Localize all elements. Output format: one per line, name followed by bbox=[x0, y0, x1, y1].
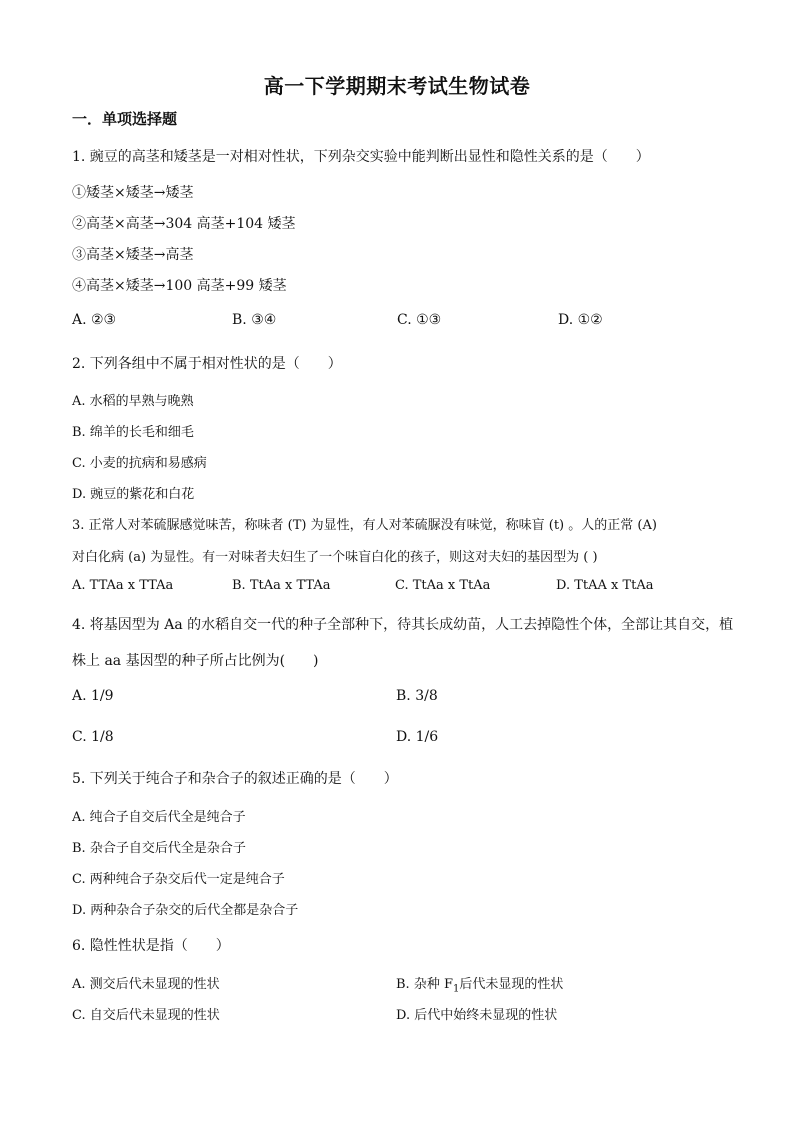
q3-stem-line-1: 3. 正常人对苯硫脲感觉味苦，称味者 (T) 为显性，有人对苯硫脲没有味觉，称味盲 (t) 。人的正常 (A) bbox=[72, 518, 657, 533]
q6-option-b-head: B. 杂种 F bbox=[396, 977, 453, 992]
q5-stem: 5. 下列关于纯合子和杂合子的叙述正确的是（ ） bbox=[72, 771, 398, 787]
q6-option-a[interactable]: A. 测交后代未显现的性状 bbox=[72, 977, 220, 992]
q5-option-a[interactable]: A. 纯合子自交后代全是纯合子 bbox=[72, 810, 246, 825]
q6-option-c[interactable]: C. 自交后代未显现的性状 bbox=[72, 1008, 220, 1023]
q4-option-c[interactable]: C. 1/8 bbox=[72, 729, 114, 745]
q6-option-d[interactable]: D. 后代中始终未显现的性状 bbox=[396, 1008, 558, 1023]
q3-option-d[interactable]: D. TtAA x TtAa bbox=[556, 578, 654, 593]
q1-item-2: ②高茎×高茎→304 高茎+104 矮茎 bbox=[72, 216, 296, 232]
q3-option-b[interactable]: B. TtAa x TTAa bbox=[232, 578, 331, 593]
q6-stem: 6. 隐性性状是指（ ） bbox=[72, 938, 230, 954]
q2-option-d[interactable]: D. 豌豆的紫花和白花 bbox=[72, 487, 195, 502]
q6-option-b-tail: 后代未显现的性状 bbox=[459, 977, 564, 992]
q6-option-b[interactable] bbox=[396, 973, 563, 995]
q1-item-4: ④高茎×矮茎→100 高茎+99 矮茎 bbox=[72, 278, 287, 294]
q1-option-a[interactable]: A. ②③ bbox=[72, 312, 117, 328]
q1-item-3: ③高茎×矮茎→高茎 bbox=[72, 247, 194, 263]
q1-item-1: ①矮茎×矮茎→矮茎 bbox=[72, 185, 194, 201]
q4-option-a[interactable]: A. 1/9 bbox=[72, 688, 114, 704]
section-heading: 一．单项选择题 bbox=[72, 110, 178, 128]
q1-stem: 1. 豌豆的高茎和矮茎是一对相对性状，下列杂交实验中能判断出显性和隐性关系的是（ ） bbox=[72, 149, 650, 165]
q2-option-c[interactable]: C. 小麦的抗病和易感病 bbox=[72, 456, 207, 471]
q4-option-b[interactable]: B. 3/8 bbox=[396, 688, 438, 704]
q3-option-a[interactable]: A. TTAa x TTAa bbox=[72, 578, 174, 593]
q1-option-c[interactable]: C. ①③ bbox=[397, 312, 442, 328]
q3-stem-line-2: 对白化病 (a) 为显性。有一对味者夫妇生了一个味盲白化的孩子，则这对夫妇的基因型为 ( ) bbox=[72, 550, 598, 565]
page-title: 高一下学期期末考试生物试卷 bbox=[263, 74, 531, 98]
q5-option-d[interactable]: D. 两种杂合子杂交的后代全都是杂合子 bbox=[72, 903, 299, 918]
q5-option-c[interactable]: C. 两种纯合子杂交后代一定是纯合子 bbox=[72, 872, 285, 887]
q2-option-a[interactable]: A. 水稻的早熟与晚熟 bbox=[72, 394, 194, 409]
q4-stem-line-2: 株上 aa 基因型的种子所占比例为( ) bbox=[72, 653, 319, 669]
q3-option-c[interactable]: C. TtAa x TtAa bbox=[395, 578, 491, 593]
q6-option-b-subscript: 1 bbox=[452, 983, 460, 995]
q1-option-b[interactable]: B. ③④ bbox=[232, 312, 277, 328]
q4-stem-line-1: 4. 将基因型为 Aa 的水稻自交一代的种子全部种下，待其长成幼苗，人工去掉隐性个体，全部让其自交，植 bbox=[72, 617, 734, 633]
q5-option-b[interactable]: B. 杂合子自交后代全是杂合子 bbox=[72, 841, 246, 856]
q2-option-b[interactable]: B. 绵羊的长毛和细毛 bbox=[72, 425, 194, 440]
q2-stem: 2. 下列各组中不属于相对性状的是（ ） bbox=[72, 356, 342, 372]
q1-option-d[interactable]: D. ①② bbox=[558, 312, 603, 328]
q4-option-d[interactable]: D. 1/6 bbox=[396, 729, 439, 745]
